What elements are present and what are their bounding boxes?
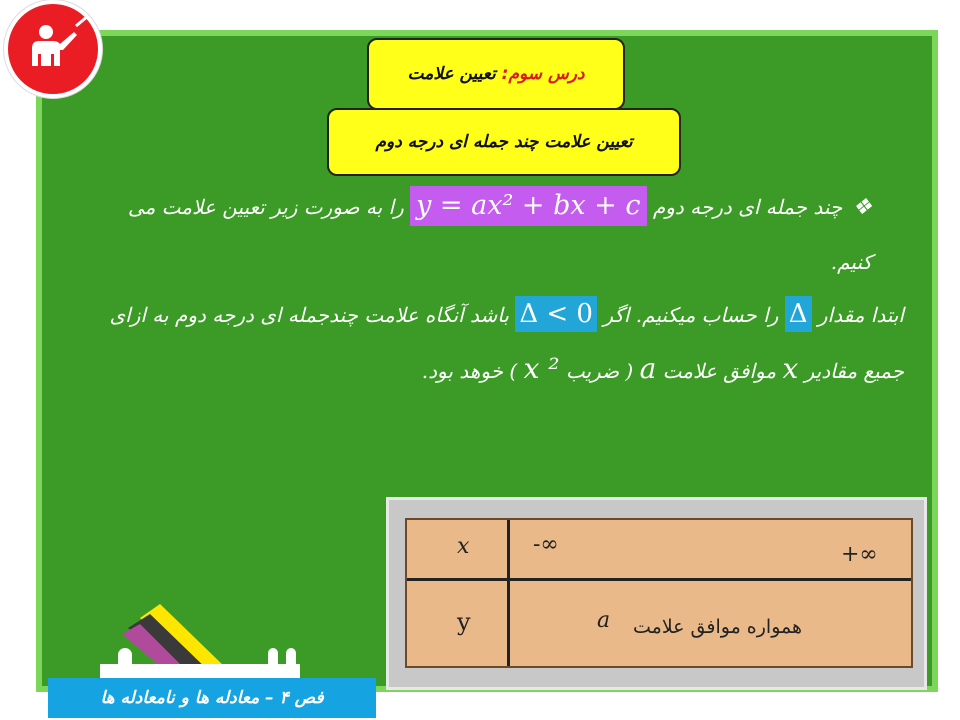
x-squared: x ²	[523, 352, 560, 385]
p2-text-4: موافق علامت	[662, 359, 777, 383]
table-y-label: y	[457, 608, 471, 636]
table-a-symbol: a	[597, 608, 611, 633]
p2-text-5: ( ضریب	[565, 359, 634, 383]
teacher-presenting-icon	[4, 0, 102, 98]
diamond-bullet-icon: ❖	[852, 195, 872, 220]
x-variable: x	[782, 352, 799, 385]
p1-part2: را به صورت زیر تعیین علامت می کنیم.	[127, 195, 872, 274]
chapter-label: فص ۴ – معادله ها و نامعادله ها	[100, 688, 324, 708]
table-sign-text: همواره موافق علامت	[633, 616, 803, 638]
paragraph-1	[92, 180, 872, 289]
subtitle: تعیین علامت چند جمله ای درجه دوم	[375, 132, 633, 152]
lesson-title: تعیین علامت	[407, 64, 496, 84]
lesson-title-box	[367, 38, 625, 110]
delta-symbol: Δ	[785, 296, 812, 332]
table-positive-infinity: +∞	[841, 542, 878, 567]
subtitle-box	[327, 108, 681, 176]
p2-text-3: باشد آنگاه علامت چندجمله ای درجه دوم به ازای جمیع مقادیر	[109, 303, 904, 383]
sign-table-frame	[386, 497, 927, 690]
table-column-divider	[507, 520, 510, 666]
table-negative-infinity: -∞	[533, 532, 559, 557]
a-coefficient: a	[639, 352, 657, 385]
table-row-divider	[407, 578, 911, 581]
p2-text-6: ) خوهد بود.	[421, 359, 518, 383]
quadratic-formula: y = ax² + bx + c	[410, 186, 646, 226]
paragraph-2	[84, 288, 904, 398]
p2-text-2: را حساب میکنیم. اگر	[603, 303, 779, 327]
delta-condition: Δ < 0	[515, 296, 597, 332]
table-x-label: x	[457, 534, 470, 559]
chapter-footer	[48, 678, 376, 718]
desk-illustration-icon	[100, 598, 300, 680]
p1-part1: چند جمله ای درجه دوم	[652, 195, 843, 219]
lesson-label: درس سوم:	[501, 64, 585, 84]
sign-table	[405, 518, 913, 668]
p2-text-1: ابتدا مقدار	[817, 303, 904, 327]
